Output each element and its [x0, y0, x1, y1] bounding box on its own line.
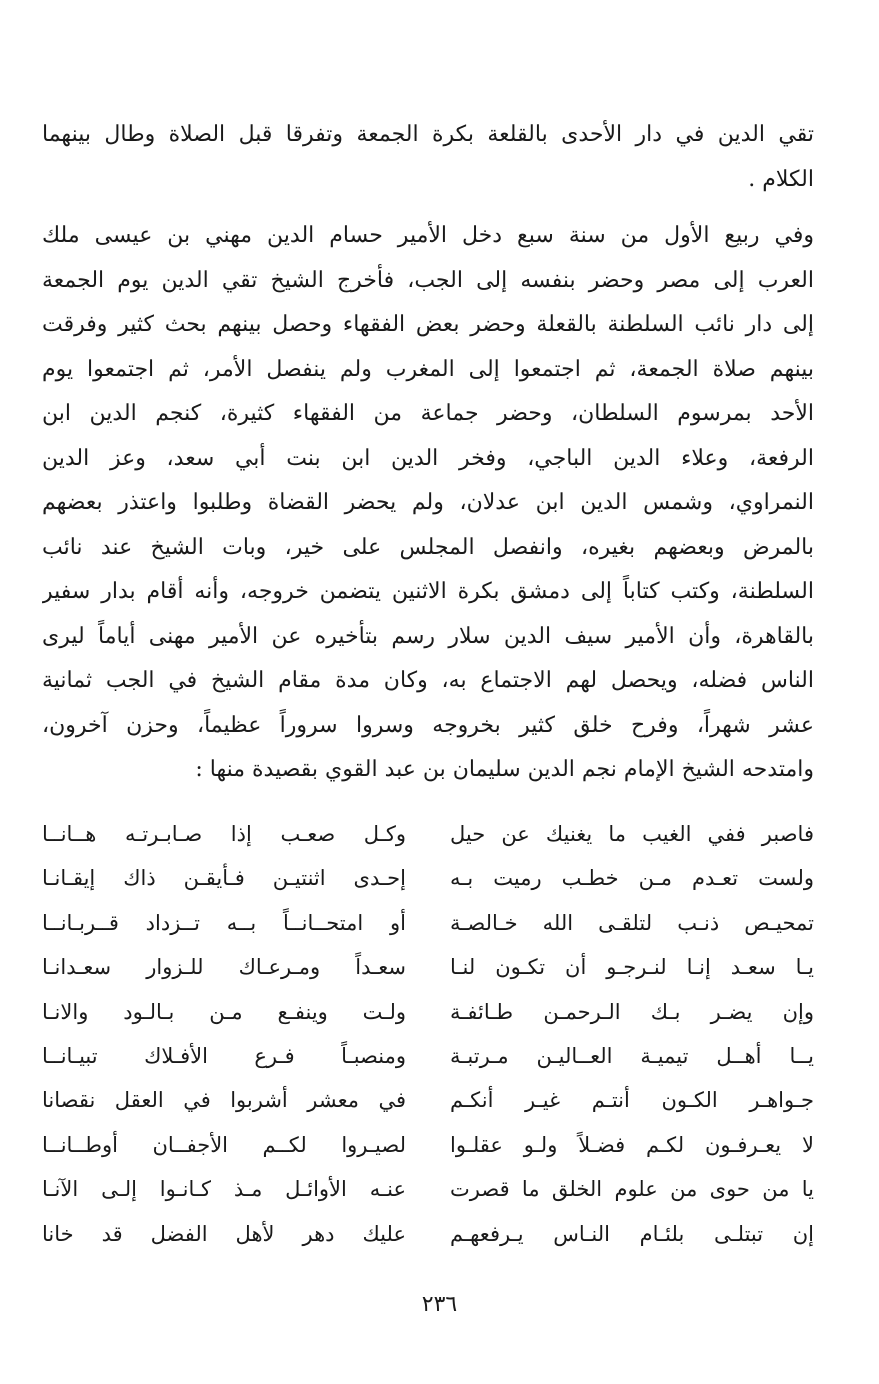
verse-first-half: يا من حوى من علوم الخلق ما قصرت [450, 1177, 814, 1202]
verse-second-half: ومنصبـاً فـرع الأفـلاك تبيـانــا [42, 1043, 406, 1068]
text-line: عشر شهراً، وفرح خلق كثير بخروجه وسروا سروراً عظيماً، وحزن آخرون، [42, 712, 814, 738]
verse-first-half: لا يعـرفـون لكـم فضـلاً ولـو عقلـوا [450, 1132, 814, 1157]
verse-second-half: في معشر أشربوا في العقل نقصانا [42, 1088, 406, 1113]
text-line: النمراوي، وشمس الدين ابن عدلان، ولم يحضر القضاة وطلبوا واعتذر بعضهم [42, 490, 814, 515]
verse-second-half: سعـداً ومـرعـاك للـزوار سعـدانـا [42, 955, 406, 980]
text-line: السلطنة، وكتب كتاباً إلى دمشق بكرة الاثنين يتضمن خروجه، وأنه أقام بدار سفير [42, 579, 814, 604]
text-line: الرفعة، وعلاء الدين الباجي، وفخر الدين ابن بنت أبي سعد، وعز الدين [42, 445, 814, 471]
verse-first-half: ولست تعـدم مـن خطـب رميت بـه [450, 866, 814, 891]
verse-first-half: تمحيـص ذنـب لتلقـى الله خـالصـة [450, 910, 814, 935]
verse-second-half: ولـت وينفـع مـن بـالـود والانـا [42, 999, 406, 1024]
verse-second-half: لصيـروا لكــم الأجفــان أوطــانــا [42, 1132, 406, 1157]
verse-second-half: أو امتحــانــاً بــه تــزداد قــربـانــا [42, 910, 406, 935]
prose-text [42, 113, 814, 793]
text-line: العرب إلى مصر وحضر بنفسه إلى الجب، فأخرج الشيخ تقي الدين يوم الجمعة [42, 267, 814, 293]
text-line: إلى دار نائب السلطنة بالقعلة وحضر بعض الفقهاء وحصل بينهم بحث كثير وفرقت [42, 312, 814, 337]
text-line: بينهم صلاة الجمعة، ثم اجتمعوا إلى المغرب ولم ينفصل الأمر، ثم اجتمعوا يوم [42, 356, 814, 382]
verse-second-half: عنـه الأوائـل مـذ كـانـوا إلـى الآنـا [42, 1177, 406, 1202]
poem-first-hemistichs [450, 812, 814, 1256]
text-line: بالقاهرة، وأن الأمير سيف الدين سلار رسم بتأخيره عن الأمير مهنى أياماً ليرى [42, 623, 814, 649]
verse-first-half: جـواهـر الكـون أنتـم غيـر أنكـم [450, 1088, 814, 1113]
page-number: ٢٣٦ [421, 1292, 458, 1317]
text-line: الناس فضله، ويحصل لهم الاجتماع به، وكان مدة مقام الشيخ في الجب ثمانية [42, 668, 814, 693]
text-line: وامتدحه الشيخ الإمام نجم الدين سليمان بن عبد القوي بقصيدة منها : [195, 757, 814, 782]
verse-second-half: وكـل صعـب إذا صـابـرتـه هــانــا [42, 822, 406, 846]
text-line: الأحد بمرسوم السلطان، وحضر جماعة من الفقهاء كثيرة، كنجم الدين ابن [42, 401, 814, 426]
verse-first-half: فاصبر ففي الغيب ما يغنيك عن حيل [450, 822, 814, 846]
verse-first-half: يـا سعـد إنـا لنـرجـو أن تكـون لنـا [450, 955, 814, 980]
text-line: بالمرض وبعضهم بغيره، وانفصل المجلس على خير، وبات الشيخ عند نائب [42, 534, 814, 560]
text-line: وفي ربيع الأول من سنة سبع دخل الأمير حسام الدين مهني بن عيسى ملك [42, 223, 814, 248]
paragraph-gap [42, 202, 814, 214]
verse-first-half: وإن يضـر بـك الـرحمـن طـائفـة [450, 999, 814, 1024]
poem [42, 812, 814, 1272]
verse-first-half: يــا أهــل تيميـة العــاليـن مـرتبـة [450, 1043, 814, 1068]
text-line: الكلام . [748, 166, 814, 192]
text-line: تقي الدين في دار الأحدى بالقلعة بكرة الجمعة وتفرقا قبل الصلاة وطال بينهما [42, 122, 814, 147]
poem-second-hemistichs [42, 812, 406, 1256]
verse-second-half: عليك دهر لأهل الفضل قد خانا [42, 1221, 406, 1246]
verse-second-half: إحـدى اثنتيـن فـأيقـن ذاك إيقـانـا [42, 866, 406, 891]
verse-first-half: إن تبتلـى بلئـام النـاس يـرفعهـم [450, 1221, 814, 1246]
